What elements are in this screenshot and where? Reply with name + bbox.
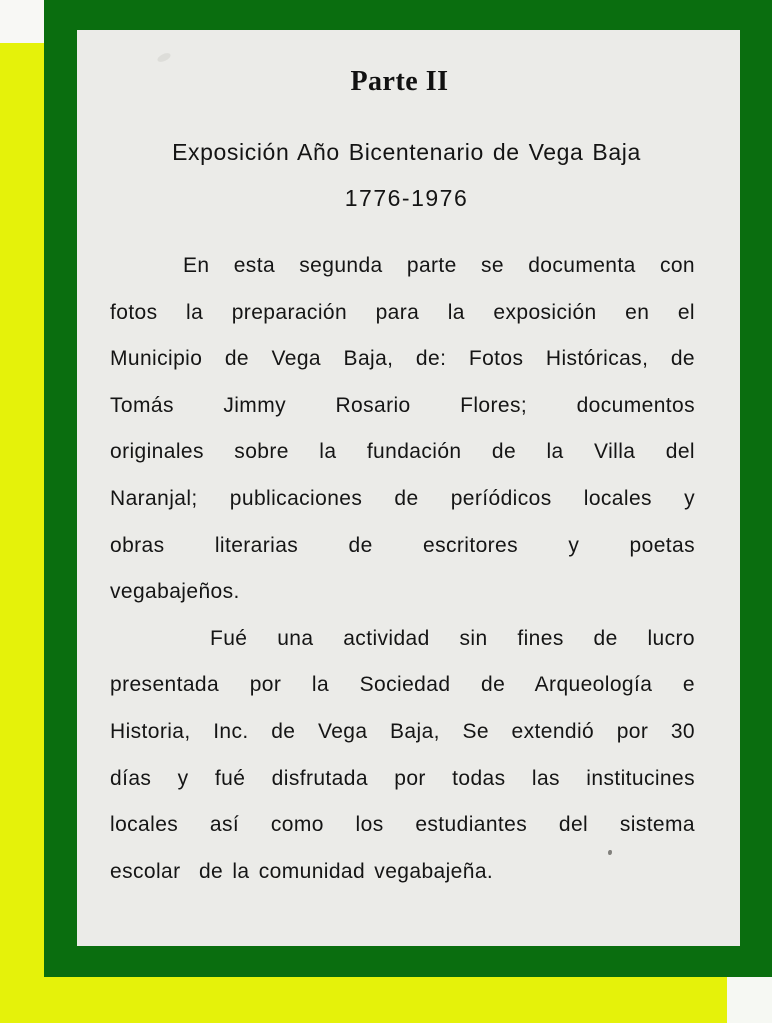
green-frame <box>44 0 772 977</box>
body-line: fotos la preparación para la exposición en el <box>110 300 695 324</box>
body-line: En esta segunda parte se documenta con <box>183 254 695 277</box>
body-line: Historia, Inc. de Vega Baja, Se extendió por 30 <box>110 719 695 743</box>
document-page <box>77 30 740 946</box>
scan-background-corner-top-left <box>0 0 44 43</box>
body-line: escolar de la comunidad vegabajeña. <box>110 859 494 883</box>
body-line: Tomás Jimmy Rosario Flores; documentos <box>110 393 695 417</box>
document-body <box>110 243 695 895</box>
body-line: originales sobre la fundación de la Villa del <box>110 440 695 464</box>
body-line: Fué una actividad sin fines de lucro <box>210 626 695 650</box>
body-line: Naranjal; publicaciones de períódicos locales y <box>110 486 695 510</box>
body-line: presentada por la Sociedad de Arqueología e <box>110 673 695 697</box>
scan-background-corner-bottom-right <box>727 977 772 1023</box>
body-line: Municipio de Vega Baja, de: Fotos Históricas, de <box>110 347 695 371</box>
document-years: 1776-1976 <box>344 185 469 211</box>
document-subtitle: Exposición Año Bicentenario de Vega Baja <box>172 139 641 165</box>
body-line: días y fué disfrutada por todas las institucines <box>110 766 695 790</box>
page-title: Parte II <box>350 66 449 97</box>
body-line: vegabajeños. <box>110 580 240 604</box>
body-line: obras literarias de escritores y poetas <box>110 533 695 557</box>
scan-smudge <box>156 51 172 63</box>
body-line: locales así como los estudiantes del sistema <box>110 813 695 837</box>
